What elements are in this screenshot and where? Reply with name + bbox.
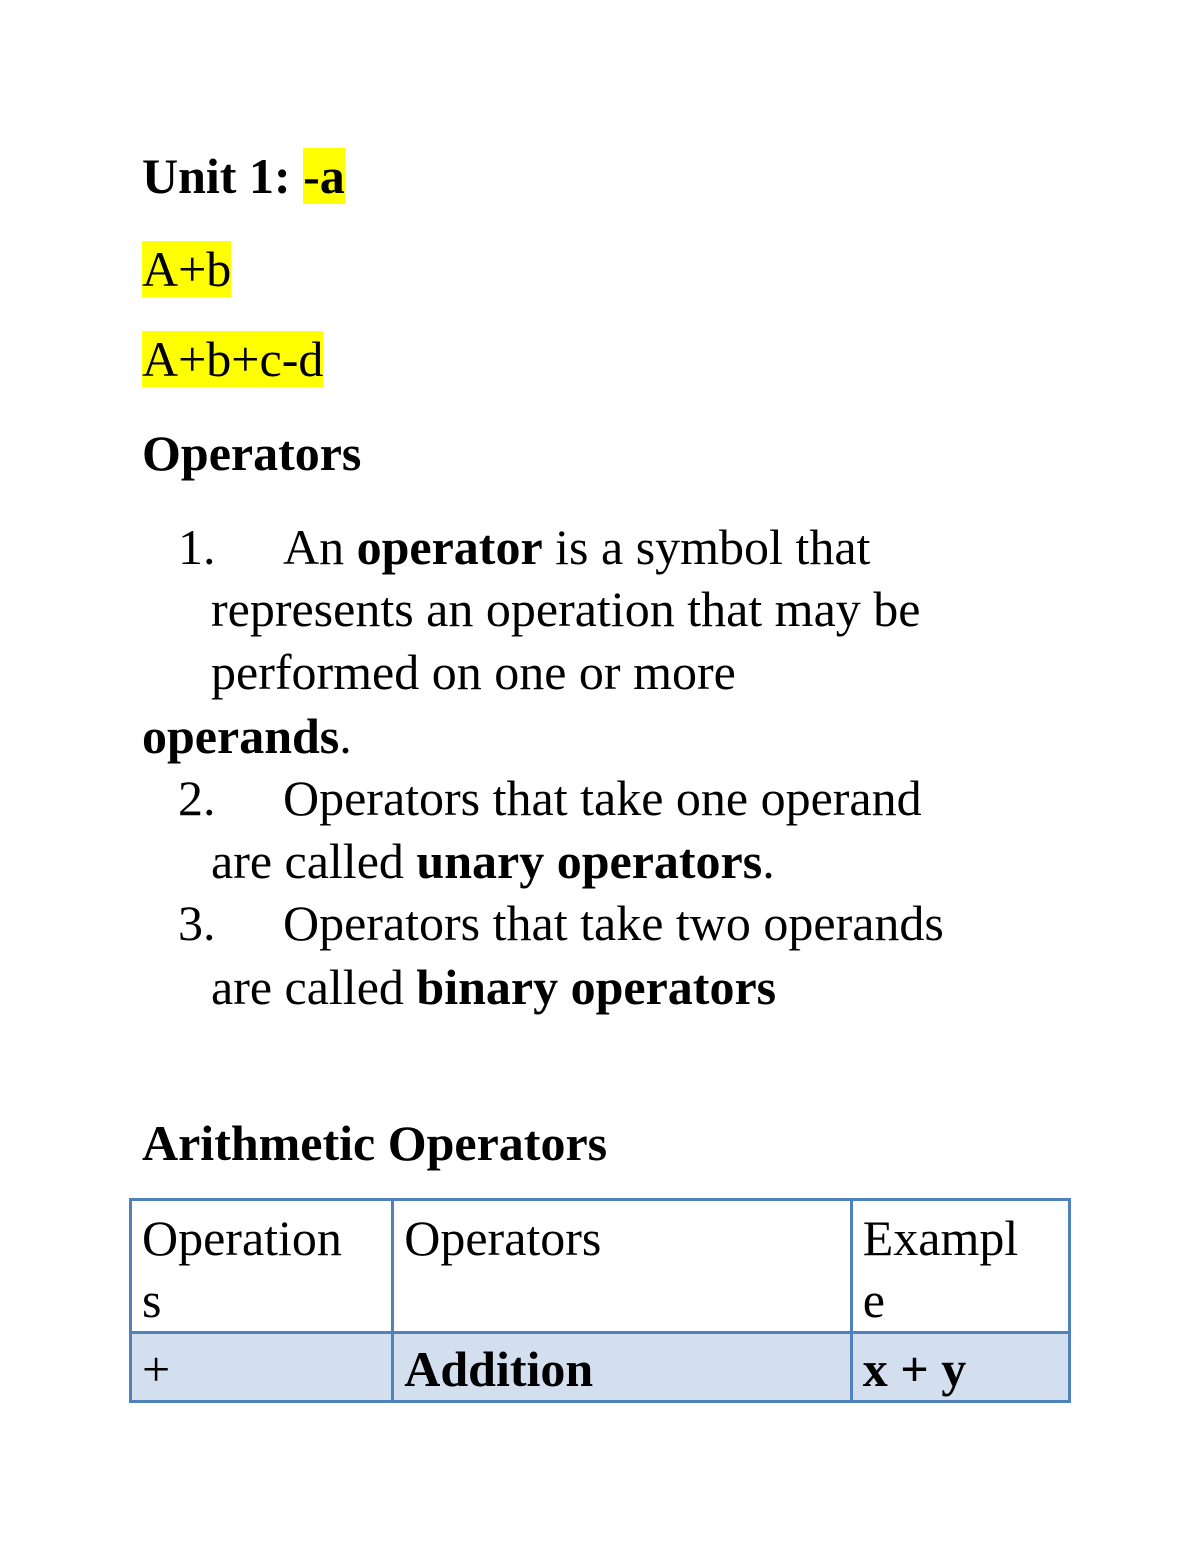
list-number-2: 2.	[178, 770, 216, 826]
unit-expression: -a	[303, 148, 345, 204]
list-item-1-line-4	[142, 704, 352, 768]
arithmetic-heading: Arithmetic Operators	[142, 1115, 608, 1171]
list-item-2-line-2	[211, 829, 775, 893]
item1-period: .	[339, 708, 352, 764]
list-number-1: 1.	[178, 519, 216, 575]
header-example-line1: Exampl	[862, 1210, 1019, 1266]
header-cell-operators: Operators	[393, 1200, 851, 1333]
header-cell-example	[851, 1200, 1069, 1333]
header-example-line2: e	[862, 1272, 885, 1328]
item3-bold: binary operators	[416, 959, 777, 1015]
item1-pre: An	[283, 519, 345, 575]
expression-1	[142, 237, 231, 301]
cell-symbol: +	[131, 1333, 393, 1402]
expression-1-text: A+b	[142, 241, 232, 297]
header-cell-operations	[131, 1200, 393, 1333]
table-row	[131, 1333, 1070, 1402]
list-item-3-line-2	[211, 955, 776, 1019]
list-item-1-line-1	[283, 515, 870, 579]
item1-operands: operands	[142, 708, 340, 764]
list-item-1-line-3: performed on one or more	[211, 644, 736, 700]
item2-bold: unary operators	[416, 833, 763, 889]
header-operations-line2: s	[142, 1272, 162, 1328]
expression-2	[142, 327, 323, 391]
list-item-3-line-1: Operators that take two operands	[283, 895, 944, 951]
list-item-1-line-2: represents an operation that may be	[211, 581, 921, 637]
item1-bold: operator	[356, 519, 543, 575]
cell-example: x + y	[851, 1333, 1069, 1402]
unit-label: Unit 1:	[142, 148, 291, 204]
operators-heading: Operators	[142, 425, 362, 481]
header-operations-line1: Operation	[142, 1210, 342, 1266]
expression-2-text: A+b+c-d	[142, 331, 324, 387]
unit-line	[142, 144, 345, 208]
arithmetic-table	[129, 1198, 1071, 1403]
list-item-2-line-1: Operators that take one operand	[283, 770, 922, 826]
item3-pre: are called	[211, 959, 404, 1015]
list-number-3: 3.	[178, 895, 216, 951]
cell-operation-name: Addition	[393, 1333, 851, 1402]
item1-post: is a symbol that	[555, 519, 871, 575]
table-header-row	[131, 1200, 1070, 1333]
item2-pre: are called	[211, 833, 404, 889]
item2-post: .	[762, 833, 775, 889]
